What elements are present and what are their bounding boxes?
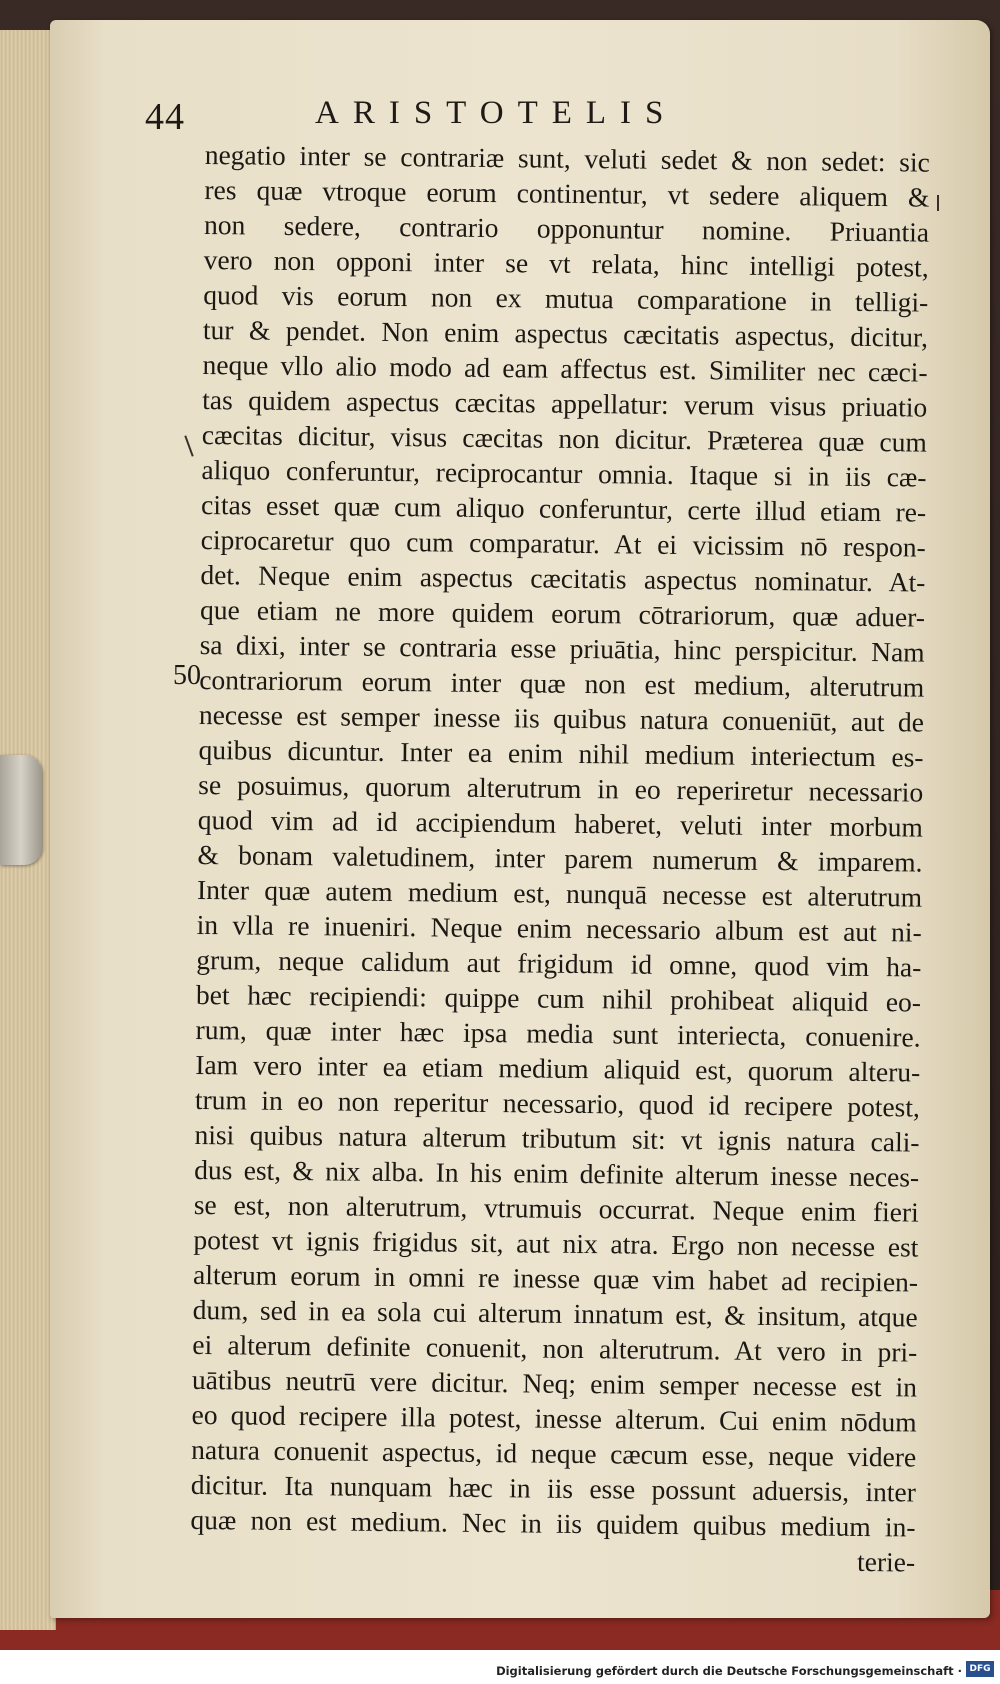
text-line: natura conuenit aspectus, id neque cæcum esse, neque videre bbox=[191, 1433, 917, 1473]
text-line: grum, neque calidum aut frigidum id omne, quod vim ha- bbox=[196, 943, 922, 983]
text-line: bet hæc recipiendi: quippe cum nihil prohibeat aliquid eo- bbox=[195, 978, 922, 1018]
text-line: rum, quæ inter hæc ipsa media sunt interiecta, conuenire. bbox=[195, 1013, 921, 1053]
margin-mark-right bbox=[937, 195, 939, 211]
dfg-logo: DFG bbox=[966, 1661, 994, 1677]
text-line: nisi quibus natura alterum tributum sit: vt ignis natura cali- bbox=[194, 1118, 920, 1158]
text-line: dum, sed in ea sola cui alterum innatum est, & insitum, atque bbox=[192, 1293, 918, 1333]
text-line: quæ non est medium. Nec in iis quidem quibus medium in- bbox=[190, 1503, 916, 1543]
text-line: negatio inter se contrariæ sunt, veluti sedet & non sedet: sic bbox=[204, 138, 930, 178]
text-line: quod vim ad id accipiendum haberet, veluti inter morbum bbox=[197, 803, 923, 843]
text-line: trum in eo non reperitur necessario, quod id recipere potest, bbox=[194, 1083, 921, 1123]
body-text bbox=[190, 137, 930, 1580]
text-line: se est, non alterutrum, vtrumuis occurrat. Neque enim fieri bbox=[193, 1188, 919, 1228]
text-line: alterum eorum in omni re inesse quæ vim habet ad recipien- bbox=[192, 1258, 919, 1298]
text-line: tas quidem aspectus cæcitas appellatur: verum visus priuatio bbox=[202, 383, 928, 423]
text-line: que etiam ne more quidem eorum cōtrariorum, quæ aduer- bbox=[199, 593, 926, 633]
text-line: quod vis eorum non ex mutua comparatione in telligi- bbox=[203, 278, 929, 318]
text-line: contrariorum eorum inter quæ non est medium, alterutrum bbox=[199, 663, 925, 703]
text-line: non sedere, contrario opponuntur nomine. Priuantia bbox=[203, 208, 930, 248]
text-line: res quæ vtroque eorum continentur, vt sedere aliquem & bbox=[204, 173, 930, 213]
text-line: det. Neque enim aspectus cæcitatis aspectus nominatur. At- bbox=[200, 558, 926, 598]
text-line: cæcitas dicitur, visus cæcitas non dicitur. Præterea quæ cum bbox=[201, 418, 928, 458]
text-line: Inter quæ autem medium est, nunquā necesse est alterutrum bbox=[196, 873, 923, 913]
text-line: ei alterum definite conuenit, non alterutrum. At vero in pri- bbox=[192, 1328, 918, 1368]
text-line: necesse est semper inesse iis quibus natura conueniūt, aut de bbox=[198, 698, 925, 738]
text-line: uātibus neutrū vere dicitur. Neq; enim semper necesse est in bbox=[191, 1363, 918, 1403]
text-line: eo quod recipere illa potest, inesse alterum. Cui enim nōdum bbox=[191, 1398, 917, 1438]
text-line: in vlla re inueniri. Neque enim necessario album est aut ni- bbox=[196, 908, 922, 948]
text-line: quibus dicuntur. Inter ea enim nihil medium interiectum es- bbox=[198, 733, 924, 773]
text-line: & bonam valetudinem, inter parem numerum & imparem. bbox=[197, 838, 923, 878]
text-line: ciprocaretur quo cum comparatur. At ei vicissim nō respon- bbox=[200, 523, 926, 563]
margin-line-number: 50 bbox=[173, 660, 201, 691]
text-line: aliquo conferuntur, reciprocantur omnia. Itaque si in iis cæ- bbox=[201, 453, 927, 493]
text-line: dus est, & nix alba. In his enim definite alterum inesse neces- bbox=[194, 1153, 920, 1193]
page-number: 44 bbox=[145, 96, 185, 138]
footer-credit: Digitalisierung gefördert durch die Deutsche Forschungsgemeinschaft · bbox=[496, 1664, 962, 1678]
text-line: dicitur. Ita nunquam hæc in iis esse possunt aduersis, inter bbox=[190, 1468, 917, 1508]
text-line: citas esset quæ cum aliquo conferuntur, certe illud etiam re- bbox=[200, 488, 927, 528]
text-line: Iam vero inter ea etiam medium aliquid est, quorum alteru- bbox=[195, 1048, 921, 1088]
text-line: terie- bbox=[856, 1545, 916, 1578]
text-line: vero non opponi inter se vt relata, hinc intelligi potest, bbox=[203, 243, 929, 283]
text-line: neque vllo alio modo ad eam affectus est. Similiter nec cæci- bbox=[202, 348, 928, 388]
running-head: ARISTOTELIS bbox=[315, 95, 678, 131]
text-line: se posuimus, quorum alterutrum in eo reperiretur necessario bbox=[198, 768, 924, 808]
text-line: tur & pendet. Non enim aspectus cæcitatis aspectus, dicitur, bbox=[202, 313, 929, 353]
text-line: sa dixi, inter se contraria esse priuātia, hinc perspicitur. Nam bbox=[199, 628, 925, 668]
page-clip bbox=[0, 755, 42, 865]
text-line: potest vt ignis frigidus sit, aut nix atra. Ergo non necesse est bbox=[193, 1223, 919, 1263]
